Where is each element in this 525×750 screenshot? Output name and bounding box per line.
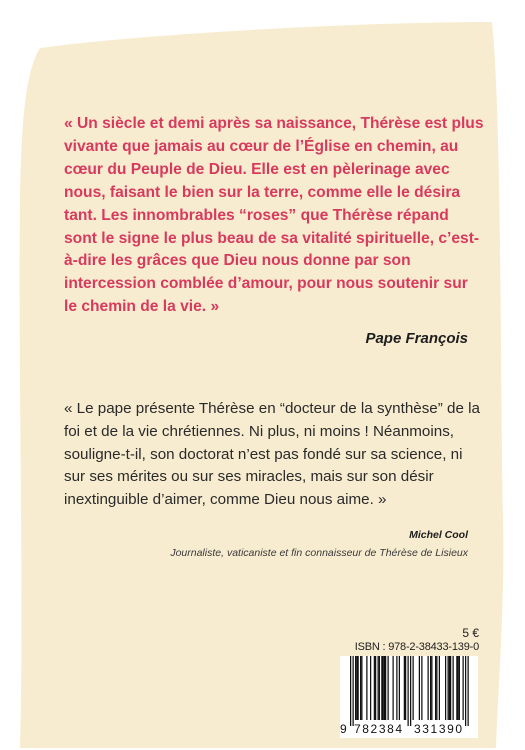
barcode-bar <box>459 656 460 720</box>
barcode-bar <box>453 656 454 720</box>
barcode-bar <box>404 656 405 720</box>
barcode-bar <box>393 656 394 720</box>
barcode-bar <box>435 656 436 720</box>
barcode-bar <box>388 656 389 720</box>
barcode-bar <box>366 656 367 720</box>
barcode-bar <box>375 656 376 720</box>
author-signature-name: Michel Cool <box>409 529 468 541</box>
secondary-quote: « Le pape présente Thérèse en “docteur de la synthèse” de la foi et de la vie chrétiennes. Ni plus, ni moins ! Néanmoins, souligne-t-il, son doctorat n’est pas fondé sur sa science, ni sur ses mérites ou sur ses miracles, mais sur son désir inextinguible d’aimer, comme Dieu nous aime. » <box>64 400 480 509</box>
barcode-bar <box>468 656 469 726</box>
barcode-bar <box>439 656 440 720</box>
barcode-bar <box>358 656 359 720</box>
barcode-bar <box>350 656 351 726</box>
barcode-bar <box>410 656 411 726</box>
pope-quote: « Un siècle et demi après sa naissance, Thérèse est plus vivante que jamais au cœur de l’Église en chemin, au cœur du Peuple de Dieu. Elle est en pèlerinage avec nous, faisant le bien sur la terre, comme elle le désira tant. Les innombrables “roses” que Thérèse répand sont le signe le plus beau de sa vitalité spirituelle, c’est-à-dire les grâces que Dieu nous donne par son intercession comblée d’amour, pour nous soutenir sur le chemin de la vie. » <box>64 115 484 316</box>
barcode-left-group: 782384 <box>354 722 404 736</box>
barcode-bar <box>465 656 466 726</box>
barcode-bar <box>445 656 446 720</box>
barcode-bar <box>396 656 397 720</box>
pope-signature: Pape François <box>365 330 468 347</box>
price-label: 5 € <box>462 626 479 640</box>
barcode-bar <box>374 656 375 720</box>
barcode-bar <box>370 656 371 720</box>
barcode-bar <box>408 656 409 726</box>
barcode-bar <box>379 656 380 720</box>
barcode-bar <box>449 656 450 720</box>
barcode-bar <box>430 656 431 720</box>
barcode-bar <box>355 656 356 720</box>
barcode-first-digit: 9 <box>340 722 347 736</box>
barcode-bar <box>353 656 354 726</box>
barcode-bar <box>436 656 437 720</box>
barcode-bar <box>356 656 357 720</box>
barcode-bar <box>399 656 400 720</box>
barcode-bar <box>384 656 385 720</box>
isbn-label: ISBN : 978-2-38433-139-0 <box>354 641 479 653</box>
barcode-bar <box>456 656 457 720</box>
barcode-bar <box>431 656 432 720</box>
barcode-bar <box>428 656 429 720</box>
barcode-bar <box>413 656 414 720</box>
barcode-bar <box>360 656 361 720</box>
barcode-bar <box>458 656 459 720</box>
barcode-bar <box>448 656 449 720</box>
barcode-bar <box>383 656 384 720</box>
author-signature-role: Journaliste, vaticaniste et fin connaisseur de Thérèse de Lisieux <box>170 547 468 559</box>
barcode-bar <box>381 656 382 720</box>
barcode-bar <box>450 656 451 720</box>
barcode-bar <box>378 656 379 720</box>
barcode <box>340 656 478 738</box>
barcode-right-group: 331390 <box>414 722 464 736</box>
barcode-bar <box>419 656 420 720</box>
barcode-bar <box>421 656 422 720</box>
barcode-bar <box>463 656 464 720</box>
barcode-bar <box>385 656 386 720</box>
barcode-bar <box>405 656 406 720</box>
barcode-bar <box>361 656 362 720</box>
